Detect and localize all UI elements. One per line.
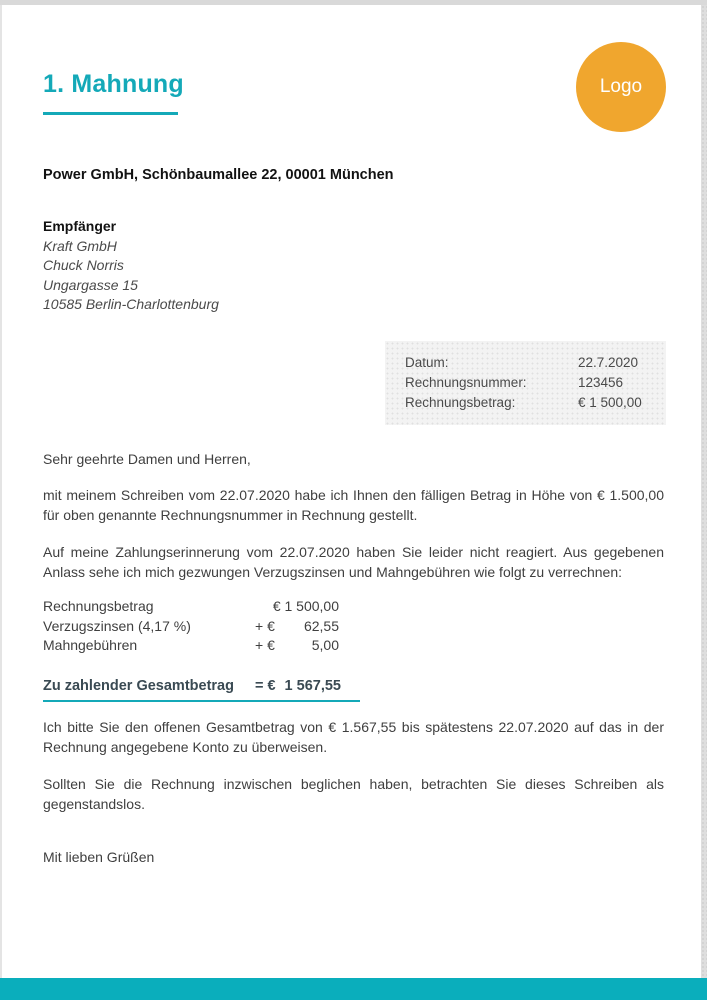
recipient-label: Empfänger xyxy=(43,218,117,234)
closing-line: Mit lieben Grüßen xyxy=(43,849,155,865)
paragraph-payment-request: Ich bitte Sie den offenen Gesamtbetrag von € 1.567,55 bis spätestens 22.07.2020 auf das in der Rechnung angegebene Konto zu überweisen. xyxy=(43,719,664,755)
amount-interest-prefix: + € xyxy=(255,617,275,634)
page-top-strip xyxy=(0,0,707,5)
total-underline xyxy=(43,700,360,702)
page-right-edge xyxy=(701,5,707,978)
invoice-meta-box xyxy=(385,341,666,425)
salutation: Sehr geehrte Damen und Herren, xyxy=(43,451,251,467)
amount-row-interest xyxy=(43,617,339,637)
amount-fees-value: 5,00 xyxy=(311,637,339,654)
recipient-street: Ungargasse 15 xyxy=(43,276,138,293)
company-logo xyxy=(576,42,666,132)
meta-invoice-number-label: Rechnungsnummer: xyxy=(405,375,527,390)
title-underline xyxy=(43,112,178,115)
total-prefix: = € xyxy=(255,678,276,694)
amount-fees-prefix: + € xyxy=(255,637,275,654)
amount-invoice-label: Rechnungsbetrag xyxy=(43,598,154,614)
sender-line: Power GmbH, Schönbaumallee 22, 00001 München xyxy=(43,167,394,183)
meta-invoice-amount-value: € 1 500,00 xyxy=(578,395,642,410)
meta-invoice-number-value: 123456 xyxy=(578,375,624,390)
recipient-city: 10585 Berlin-Charlottenburg xyxy=(43,296,219,313)
page-title: 1. Mahnung xyxy=(43,70,184,98)
total-cell xyxy=(255,676,341,696)
amount-fees-cell xyxy=(255,636,339,656)
amount-interest-label: Verzugszinsen (4,17 %) xyxy=(43,617,191,634)
recipient-block xyxy=(43,217,219,315)
total-row xyxy=(43,676,341,696)
page-footer-bar xyxy=(0,978,707,1000)
page-left-edge xyxy=(0,5,2,978)
amount-interest-value: 62,55 xyxy=(303,617,339,634)
meta-invoice-amount-label: Rechnungsbetrag: xyxy=(405,395,516,410)
amounts-table xyxy=(43,597,339,656)
meta-date-label: Datum: xyxy=(405,355,449,370)
logo-label: Logo xyxy=(599,76,643,97)
paragraph-disregard-note: Sollten Sie die Rechnung inzwischen beglichen haben, betrachten Sie dieses Schreiben als gegenstandslos. xyxy=(43,776,664,812)
amount-row-invoice xyxy=(43,597,339,617)
recipient-company: Kraft GmbH xyxy=(43,237,117,254)
amount-interest-cell xyxy=(255,617,339,637)
amount-fees-label: Mahngebühren xyxy=(43,637,138,654)
paragraph-reminder-notice: Auf meine Zahlungserinnerung vom 22.07.2020 haben Sie leider nicht reagiert. Aus gegebenen Anlass sehe ich mich gezwungen Verzugszinsen und Mahngebühren wie folgt zu verrechnen: xyxy=(43,544,664,580)
meta-row-invoice-amount xyxy=(405,393,666,413)
meta-date-value: 22.7.2020 xyxy=(578,355,639,370)
amount-row-fees xyxy=(43,636,339,656)
meta-row-date xyxy=(405,353,666,373)
total-label: Zu zahlender Gesamtbetrag xyxy=(43,678,234,694)
recipient-name: Chuck Norris xyxy=(43,257,124,274)
amount-invoice-value: € 1 500,00 xyxy=(272,598,339,614)
amount-invoice-cell xyxy=(255,597,339,617)
meta-row-invoice-number xyxy=(405,373,666,393)
paragraph-invoice-reference: mit meinem Schreiben vom 22.07.2020 habe ich Ihnen den fälligen Betrag in Höhe von € 1.500,00 für oben genannte Rechnungsnummer in Rechnung gestellt. xyxy=(43,487,664,523)
total-value: 1 567,55 xyxy=(284,678,341,694)
